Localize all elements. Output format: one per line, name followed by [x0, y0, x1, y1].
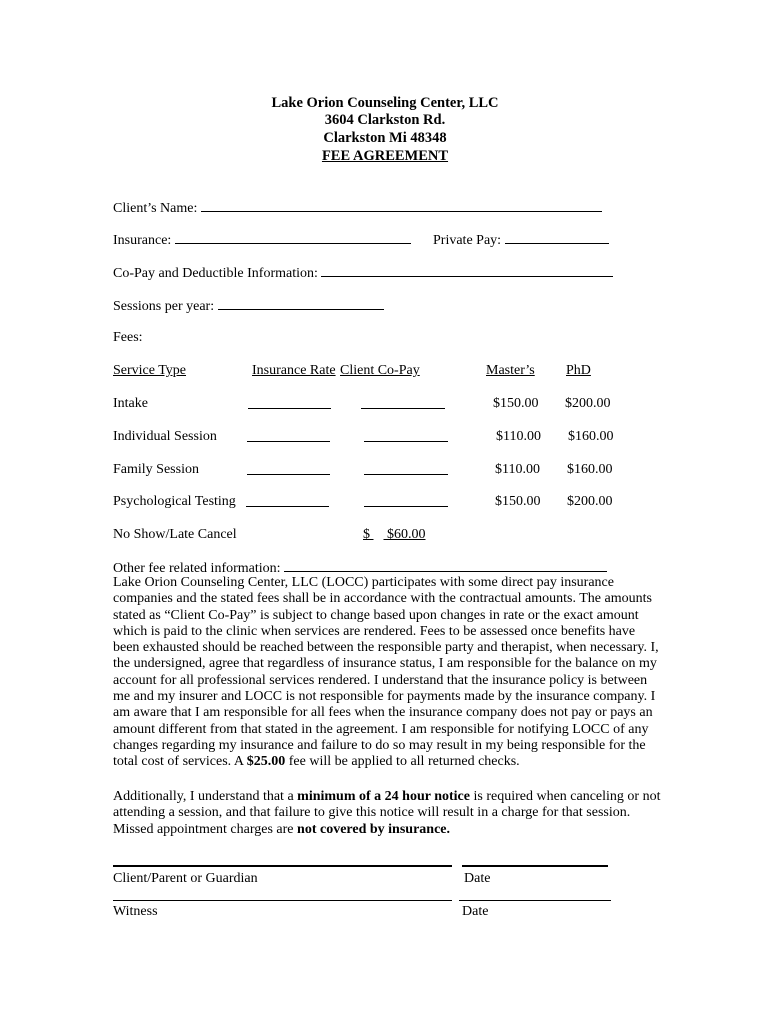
row-testing-insurance-rate[interactable]: [246, 494, 329, 507]
paragraph-line: amount different from that stated in the agreement. I am responsible for notifying LOCC of any: [113, 721, 649, 737]
row-noshow-amount: $60.00: [387, 527, 426, 542]
notice-line-2: attending a session, and that failure to give this notice will result in a charge for that session.: [113, 805, 631, 821]
paragraph-line: which is paid to the clinic when services are rendered. Fees to be assessed once benefits have: [113, 623, 636, 639]
sessions-field[interactable]: [218, 297, 384, 310]
row-noshow-dollar: $: [363, 527, 370, 542]
insurance-label: Insurance:: [113, 233, 172, 248]
paragraph-line: been exhausted should be reached between the responsible party and therapist, when necessary. I,: [113, 640, 659, 656]
witness-label: Witness: [113, 904, 158, 919]
client-signature-label: Client/Parent or Guardian: [113, 871, 258, 886]
row-noshow-fee: [363, 527, 443, 543]
other-info-field[interactable]: [284, 559, 607, 572]
col-masters: Master’s: [486, 363, 535, 378]
sessions-label: Sessions per year:: [113, 299, 215, 314]
last-line-before: total cost of services. A: [113, 754, 247, 770]
row-testing-masters: $150.00: [495, 494, 541, 509]
row-family-phd: $160.00: [567, 462, 613, 477]
row-intake-insurance-rate[interactable]: [248, 396, 331, 409]
client-signature-line[interactable]: [113, 865, 452, 867]
row-family-client-copay[interactable]: [364, 462, 448, 475]
client-name-label: Client’s Name:: [113, 201, 198, 216]
copay-field[interactable]: [321, 264, 613, 277]
witness-date-line[interactable]: [459, 900, 611, 901]
notice-l3-before: Missed appointment charges are: [113, 821, 298, 837]
row-individual-service: Individual Session: [113, 429, 217, 444]
paragraph-line: changes regarding my insurance and failure to do so may result in my being responsible for the: [113, 737, 646, 753]
row-testing-phd: $200.00: [567, 494, 613, 509]
col-insurance-rate: Insurance Rate: [252, 363, 336, 378]
copay-label: Co-Pay and Deductible Information:: [113, 266, 318, 281]
row-family-insurance-rate[interactable]: [247, 462, 330, 475]
agreement-paragraph: [113, 575, 663, 771]
notice-l1-after: is required when canceling or not: [469, 789, 661, 804]
copay-row: [113, 264, 613, 282]
last-line-after: fee will be applied to all returned checks.: [285, 754, 520, 770]
col-phd: PhD: [566, 363, 591, 378]
notice-paragraph: [113, 789, 663, 838]
row-family-masters: $110.00: [495, 462, 540, 477]
row-testing-service: Psychological Testing: [113, 494, 236, 509]
col-client-copay: Client Co-Pay: [340, 363, 420, 378]
page-title: FEE AGREEMENT: [321, 148, 449, 164]
paragraph-line: companies and the stated fees shall be in accordance with the contractual amounts. The amounts: [113, 591, 652, 607]
paragraph-last-line: [113, 754, 663, 770]
client-name-row: [113, 199, 602, 217]
witness-signature-line[interactable]: [113, 900, 452, 901]
other-info-label: Other fee related information:: [113, 561, 281, 576]
paragraph-line: am aware that I am responsible for all fees when the insurance company does not pay or pays an: [113, 705, 653, 721]
client-date-line[interactable]: [462, 865, 608, 867]
notice-line-1: [113, 789, 663, 805]
private-pay-label: Private Pay:: [433, 233, 502, 248]
row-individual-insurance-rate[interactable]: [247, 429, 330, 442]
row-intake-client-copay[interactable]: [361, 396, 445, 409]
row-individual-phd: $160.00: [568, 429, 614, 444]
insurance-row: [113, 231, 411, 249]
org-street: 3604 Clarkston Rd.: [324, 112, 446, 128]
paragraph-line: Lake Orion Counseling Center, LLC (LOCC) participates with some direct pay insurance: [113, 575, 614, 590]
row-family-service: Family Session: [113, 462, 199, 477]
notice-l3-bold: not covered by insurance.: [297, 821, 450, 837]
row-individual-client-copay[interactable]: [364, 429, 448, 442]
paragraph-line: stated as “Client Co-Pay” is subject to change based upon changes in rate or the exact amount: [113, 607, 639, 623]
row-intake-masters: $150.00: [493, 396, 539, 411]
private-pay-field[interactable]: [505, 231, 609, 244]
row-intake-service: Intake: [113, 396, 148, 411]
client-name-field[interactable]: [201, 199, 602, 212]
row-individual-masters: $110.00: [496, 429, 541, 444]
sessions-row: [113, 297, 384, 315]
paragraph-line: the undersigned, agree that regardless of insurance status, I am responsible for the balance on my: [113, 656, 657, 672]
witness-date-label: Date: [462, 904, 489, 919]
notice-l1-bold: minimum of a 24 hour notice: [297, 789, 470, 804]
returned-check-fee: $25.00: [246, 754, 286, 770]
fees-label: Fees:: [113, 330, 143, 345]
private-pay-row: [433, 231, 609, 249]
org-name: Lake Orion Counseling Center, LLC: [271, 95, 499, 111]
notice-l1-before: Additionally, I understand that a: [113, 789, 298, 804]
client-date-label: Date: [464, 871, 491, 886]
row-intake-phd: $200.00: [565, 396, 611, 411]
org-city: Clarkston Mi 48348: [323, 130, 447, 146]
notice-line-3: [113, 822, 663, 838]
paragraph-line: account for all professional services rendered. I understand that the insurance policy is between: [113, 672, 648, 688]
col-service-type: Service Type: [113, 363, 187, 378]
row-noshow-service: No Show/Late Cancel: [113, 527, 237, 542]
insurance-field[interactable]: [175, 231, 411, 244]
paragraph-line: me and my insurer and LOCC is not responsible for payments made by the insurance company. I: [113, 689, 656, 705]
row-testing-client-copay[interactable]: [364, 494, 448, 507]
